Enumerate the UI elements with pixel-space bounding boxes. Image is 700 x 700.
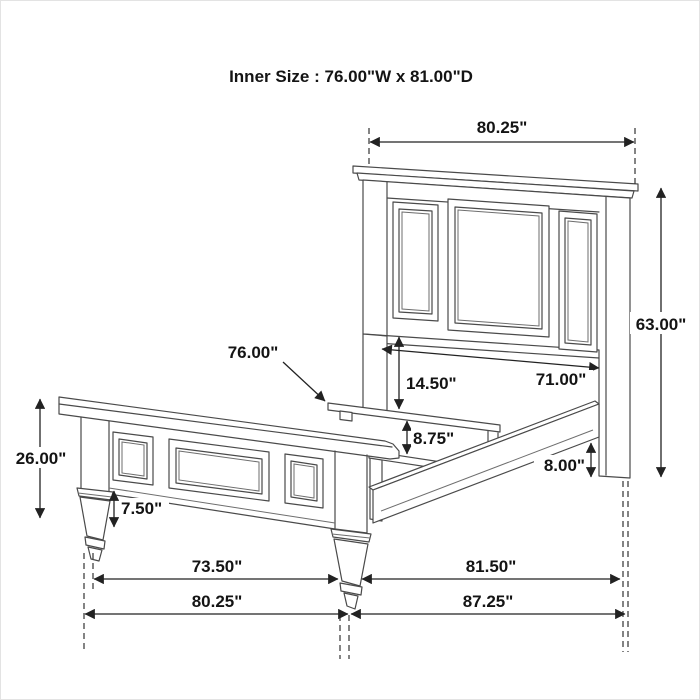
dim-headboard-height [630,188,694,477]
dim-footboard-height-label: 26.00" [15,449,67,468]
dim-footboard-outer-width [85,592,348,614]
footboard [59,397,399,609]
dim-slat-length [222,343,325,401]
dim-footboard-outer-width-label: 80.25" [191,592,243,611]
dim-leg-height-label: 7.50" [121,499,163,518]
dim-headboard-width-label: 80.25" [476,118,528,137]
headboard-left-leg [363,334,387,417]
dim-overall-depth [351,592,625,614]
dim-footboard-inner-width [94,557,338,579]
footboard-left-foot [77,488,113,561]
headboard-panel-left-mid [399,209,432,314]
slat-bracket [340,411,352,421]
dim-slat-length-label: 76.00" [227,343,279,362]
dim-rail-inner-length [362,557,620,579]
diagram-canvas [1,1,700,700]
dim-rail-to-slat-label: 14.50" [406,374,457,393]
headboard-panel-center-mid [455,207,542,329]
dim-side-rail-height-label: 8.00" [543,456,585,475]
cross-slat [328,403,500,432]
diagram-title: Inner Size : 76.00"W x 81.00"D [229,67,473,86]
dim-headboard-width [370,118,634,142]
dim-footboard-height [10,399,72,518]
dim-rail-inner-length-label: 81.50" [465,557,517,576]
footboard-right-foot [331,529,371,609]
headboard-panel-right-mid [565,218,591,345]
dim-slat-to-rail-label: 8.75" [413,429,455,448]
dim-overall-depth-label: 87.25" [462,592,514,611]
dim-headboard-height-label: 63.00" [635,315,687,334]
dim-inner-width-label: 71.00" [535,370,587,389]
dim-footboard-inner-width-label: 73.50" [191,557,243,576]
